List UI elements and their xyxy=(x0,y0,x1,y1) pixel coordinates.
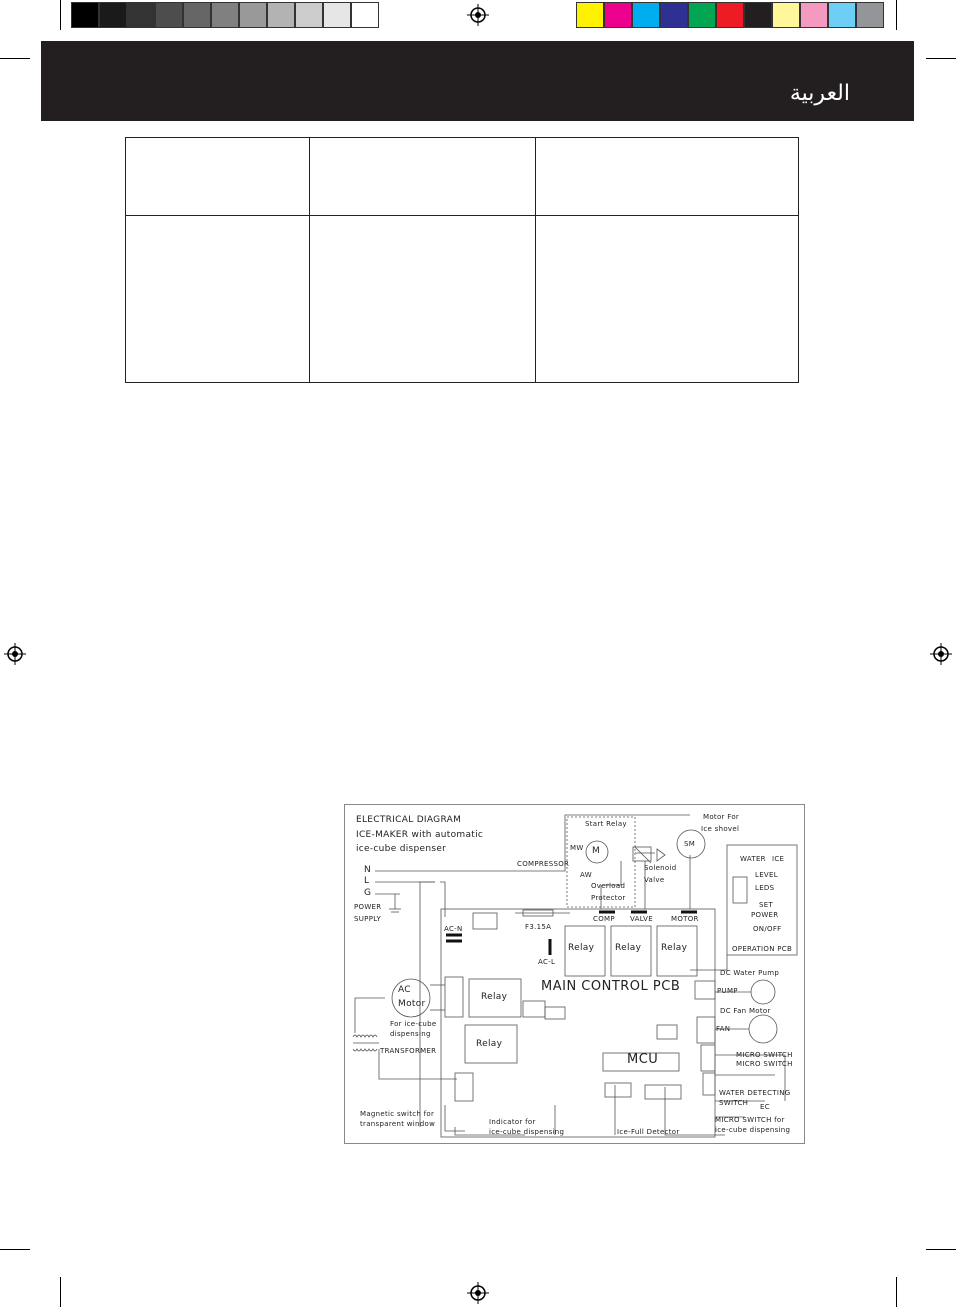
registration-mark-icon xyxy=(467,1282,489,1304)
ice-dispensing-label: For ice-cube xyxy=(390,1020,437,1028)
sm-label: SM xyxy=(684,840,696,848)
page-header xyxy=(41,41,914,121)
ac-motor-label: Motor xyxy=(398,999,426,1009)
mw-label: MW xyxy=(570,844,584,852)
label-n: N xyxy=(364,865,372,875)
valve-pcb-label: VALVE xyxy=(630,915,653,923)
op-pcb-title: OPERATION PCB xyxy=(732,945,793,953)
mcu-label: MCU xyxy=(627,1052,659,1067)
color-swatch xyxy=(127,2,155,28)
micro-switch-label: MICRO SWITCH xyxy=(736,1051,793,1059)
main-pcb-title: MAIN CONTROL PCB xyxy=(541,979,681,994)
start-relay-label: Start Relay xyxy=(585,820,627,828)
dc-water-pump-label: DC Water Pump xyxy=(720,969,780,977)
crop-mark xyxy=(0,58,30,59)
ice-shovel-label: Ice shovel xyxy=(701,825,740,833)
overload-label: Overload xyxy=(591,882,626,890)
color-swatch xyxy=(744,2,772,28)
op-set-label: SET xyxy=(759,901,774,909)
crop-mark xyxy=(926,58,956,59)
color-swatch xyxy=(632,2,660,28)
relay-label: Relay xyxy=(481,992,508,1002)
indicator-label: Indicator for xyxy=(489,1118,536,1126)
op-level-label: LEVEL xyxy=(755,871,778,879)
op-leds-label: LEDS xyxy=(755,884,775,892)
blank-table xyxy=(125,137,799,383)
color-swatch xyxy=(267,2,295,28)
supply-label: SUPPLY xyxy=(354,915,382,923)
op-water-label: WATER xyxy=(740,855,766,863)
magnetic-switch-label: transparent window xyxy=(360,1120,436,1128)
ec-label: EC xyxy=(760,1103,770,1111)
label-l: L xyxy=(364,876,370,886)
transformer-label: TRANSFORMER xyxy=(380,1047,437,1055)
crop-mark xyxy=(60,0,61,30)
color-swatch xyxy=(800,2,828,28)
crop-mark xyxy=(896,1277,897,1307)
color-swatch xyxy=(828,2,856,28)
color-swatch xyxy=(576,2,604,28)
diagram-title-line: ICE-MAKER with automatic xyxy=(356,830,484,840)
diagram-title-line: ice-cube dispenser xyxy=(356,844,447,854)
table-divider xyxy=(309,138,310,382)
color-swatch xyxy=(323,2,351,28)
aw-label: AW xyxy=(580,871,592,879)
crop-mark xyxy=(60,1277,61,1307)
op-power-label: POWER xyxy=(751,911,779,919)
crop-mark xyxy=(926,1249,956,1250)
power-label: POWER xyxy=(354,903,382,911)
crop-mark xyxy=(896,0,897,30)
color-swatch xyxy=(716,2,744,28)
relay-label: Relay xyxy=(615,943,642,953)
op-onoff-label: ON/OFF xyxy=(753,925,782,933)
water-detecting-label: WATER DETECTING xyxy=(719,1089,791,1097)
color-swatch xyxy=(71,2,99,28)
table-divider xyxy=(126,215,798,216)
electrical-diagram xyxy=(344,804,805,1144)
ice-full-detector-label: Ice-Full Detector xyxy=(617,1128,680,1136)
diagram-title-line: ELECTRICAL DIAGRAM xyxy=(356,815,462,825)
color-swatch xyxy=(239,2,267,28)
color-swatch xyxy=(99,2,127,28)
color-swatch xyxy=(155,2,183,28)
registration-mark-icon xyxy=(4,643,26,665)
valve-label: Valve xyxy=(644,876,665,884)
micro-switch-ice-label: ice-cube dispensing xyxy=(715,1126,791,1134)
dc-fan-motor-label: DC Fan Motor xyxy=(720,1007,771,1015)
label-g: G xyxy=(364,888,372,898)
motor-pcb-label: MOTOR xyxy=(671,915,699,923)
solenoid-label: Solenoid xyxy=(644,864,677,872)
protector-label: Protector xyxy=(591,894,626,902)
m-label: M xyxy=(592,846,601,856)
relay-label: Relay xyxy=(568,943,595,953)
color-swatch xyxy=(351,2,379,28)
motor-shovel-label: Motor For xyxy=(703,813,740,821)
ac-l-label: AC-L xyxy=(538,958,556,966)
fan-label: FAN xyxy=(716,1025,731,1033)
ice-dispensing-label: dispensing xyxy=(390,1030,431,1038)
color-swatch xyxy=(856,2,884,28)
color-swatch xyxy=(772,2,800,28)
magnetic-switch-label: Magnetic switch for xyxy=(360,1110,435,1118)
ac-n-label: AC-N xyxy=(444,925,463,933)
table-divider xyxy=(535,138,536,382)
color-swatch xyxy=(211,2,239,28)
color-swatch xyxy=(295,2,323,28)
color-swatch xyxy=(183,2,211,28)
language-label: العربية xyxy=(789,81,850,106)
relay-label: Relay xyxy=(476,1039,503,1049)
fuse-label: F3.15A xyxy=(525,923,552,931)
registration-mark-icon xyxy=(930,643,952,665)
indicator-label: ice-cube dispensing xyxy=(489,1128,565,1136)
op-ice-label: ICE xyxy=(772,855,785,863)
compressor-label: COMPRESSOR xyxy=(517,860,570,868)
color-swatch xyxy=(604,2,632,28)
relay-label: Relay xyxy=(661,943,688,953)
comp-label: COMP xyxy=(593,915,615,923)
color-swatch xyxy=(688,2,716,28)
ac-motor-label: AC xyxy=(398,985,411,995)
micro-switch-ice-label: MICRO SWITCH for xyxy=(715,1116,785,1124)
pump-label: PUMP xyxy=(717,987,738,995)
crop-mark xyxy=(0,1249,30,1250)
registration-mark-icon xyxy=(467,4,489,26)
micro-switch-label: MICRO SWITCH xyxy=(736,1060,793,1068)
water-detecting-label: SWITCH xyxy=(719,1099,749,1107)
color-swatch xyxy=(660,2,688,28)
